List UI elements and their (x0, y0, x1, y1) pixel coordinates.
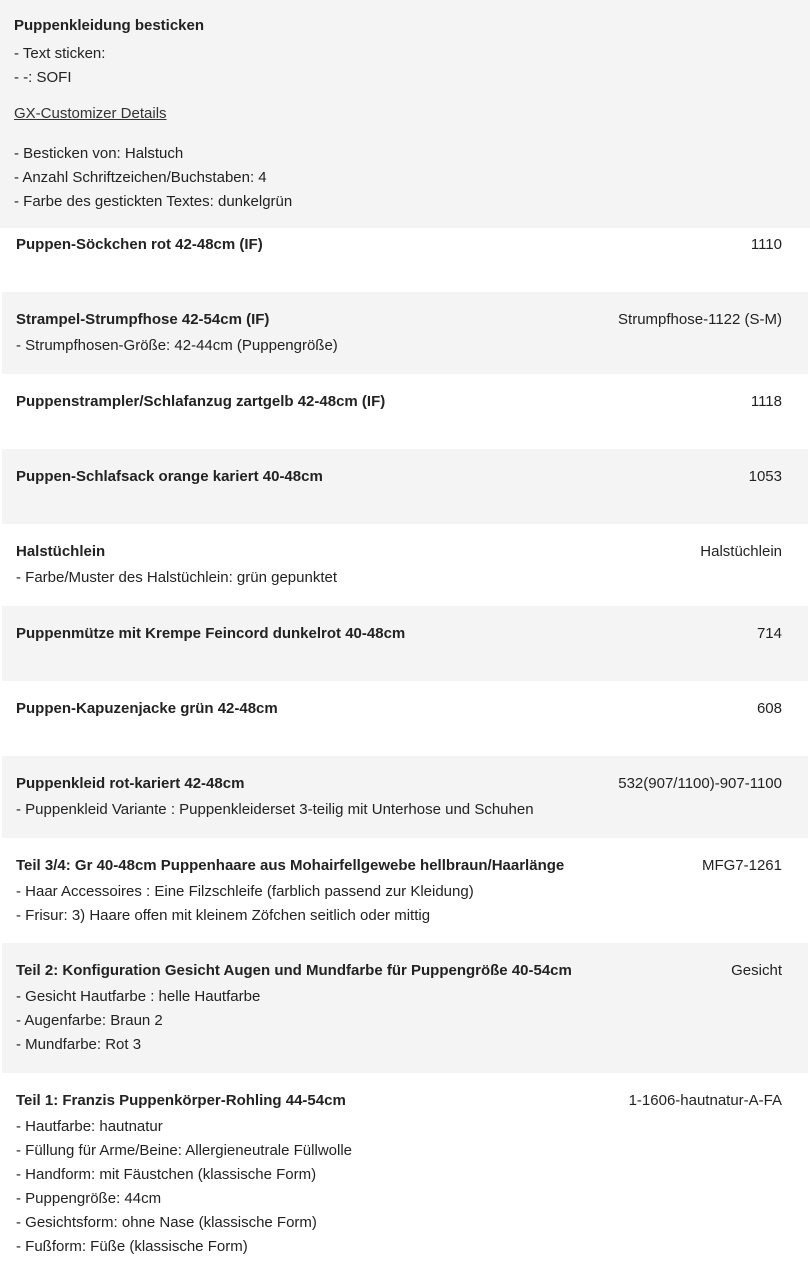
order-item (2, 681, 808, 756)
item-name: Halstüchlein (16, 543, 106, 560)
order-item (2, 838, 808, 943)
item-name: Teil 1: Franzis Puppenkörper-Rohling 44-54cm (16, 1092, 346, 1109)
item-option: - Hautfarbe: hautnatur (16, 1118, 163, 1135)
item-option: - Gesichtsform: ohne Nase (klassische Form) (16, 1214, 317, 1231)
order-item (2, 943, 808, 1073)
item-sku: 714 (756, 625, 782, 642)
item-sku: 1-1606-hautnatur-A-FA (628, 1092, 782, 1109)
item-name: Teil 2: Konfiguration Gesicht Augen und Mundfarbe für Puppengröße 40-54cm (16, 962, 572, 979)
embroidery-title: Puppenkleidung besticken (14, 17, 205, 34)
item-name: Strampel-Strumpfhose 42-54cm (IF) (16, 311, 270, 328)
customizer-details-link[interactable]: GX-Customizer Details (14, 105, 167, 122)
item-name: Puppenmütze mit Krempe Feincord dunkelrot 40-48cm (16, 625, 406, 642)
embroidery-section (0, 0, 810, 228)
order-item (2, 228, 808, 292)
item-sku: 1118 (750, 393, 782, 410)
item-option: - Haar Accessoires : Eine Filzschleife (farblich passend zur Kleidung) (16, 883, 474, 900)
item-option: - Augenfarbe: Braun 2 (16, 1012, 163, 1029)
order-item (2, 374, 808, 449)
item-sku: Strumpfhose-1122 (S-M) (618, 311, 782, 328)
item-sku: Gesicht (731, 962, 782, 979)
item-sku: 1110 (750, 236, 782, 253)
order-item (2, 1073, 808, 1263)
item-option: - Farbe/Muster des Halstüchlein: grün gepunktet (16, 569, 337, 586)
item-option: - Fußform: Füße (klassische Form) (16, 1238, 248, 1255)
embroidery-detail: - Anzahl Schriftzeichen/Buchstaben: 4 (14, 169, 267, 186)
item-option: - Mundfarbe: Rot 3 (16, 1036, 142, 1053)
order-item (2, 524, 808, 606)
order-item (2, 292, 808, 374)
item-sku: 1053 (748, 468, 782, 485)
embroidery-line: - Text sticken: (14, 45, 106, 62)
item-option: - Frisur: 3) Haare offen mit kleinem Zöfchen seitlich oder mittig (16, 907, 431, 924)
item-option: - Puppenkleid Variante : Puppenkleiderset 3-teilig mit Unterhose und Schuhen (16, 801, 534, 818)
order-item (2, 606, 808, 681)
order-item (2, 449, 808, 524)
item-name: Puppenkleid rot-kariert 42-48cm (16, 775, 245, 792)
embroidery-detail: - Besticken von: Halstuch (14, 145, 184, 162)
order-items-list (2, 228, 808, 1263)
order-item (2, 756, 808, 838)
item-sku: 532(907/1100)-907-1100 (618, 775, 782, 792)
item-name: Teil 3/4: Gr 40-48cm Puppenhaare aus Mohairfellgewebe hellbraun/Haarlänge (16, 857, 565, 874)
item-name: Puppenstrampler/Schlafanzug zartgelb 42-48cm (IF) (16, 393, 386, 410)
item-name: Puppen-Schlafsack orange kariert 40-48cm (16, 468, 323, 485)
item-option: - Gesicht Hautfarbe : helle Hautfarbe (16, 988, 261, 1005)
item-option: - Handform: mit Fäustchen (klassische Form) (16, 1166, 317, 1183)
item-name: Puppen-Söckchen rot 42-48cm (IF) (16, 236, 263, 253)
item-sku: Halstüchlein (700, 543, 782, 560)
item-sku: 608 (756, 700, 782, 717)
item-option: - Puppengröße: 44cm (16, 1190, 162, 1207)
embroidery-detail: - Farbe des gestickten Textes: dunkelgrün (14, 193, 293, 210)
item-name: Puppen-Kapuzenjacke grün 42-48cm (16, 700, 278, 717)
item-sku: MFG7-1261 (701, 857, 782, 874)
item-option: - Strumpfhosen-Größe: 42-44cm (Puppengröße) (16, 337, 338, 354)
embroidery-line: - -: SOFI (14, 69, 72, 86)
item-option: - Füllung für Arme/Beine: Allergieneutrale Füllwolle (16, 1142, 352, 1159)
